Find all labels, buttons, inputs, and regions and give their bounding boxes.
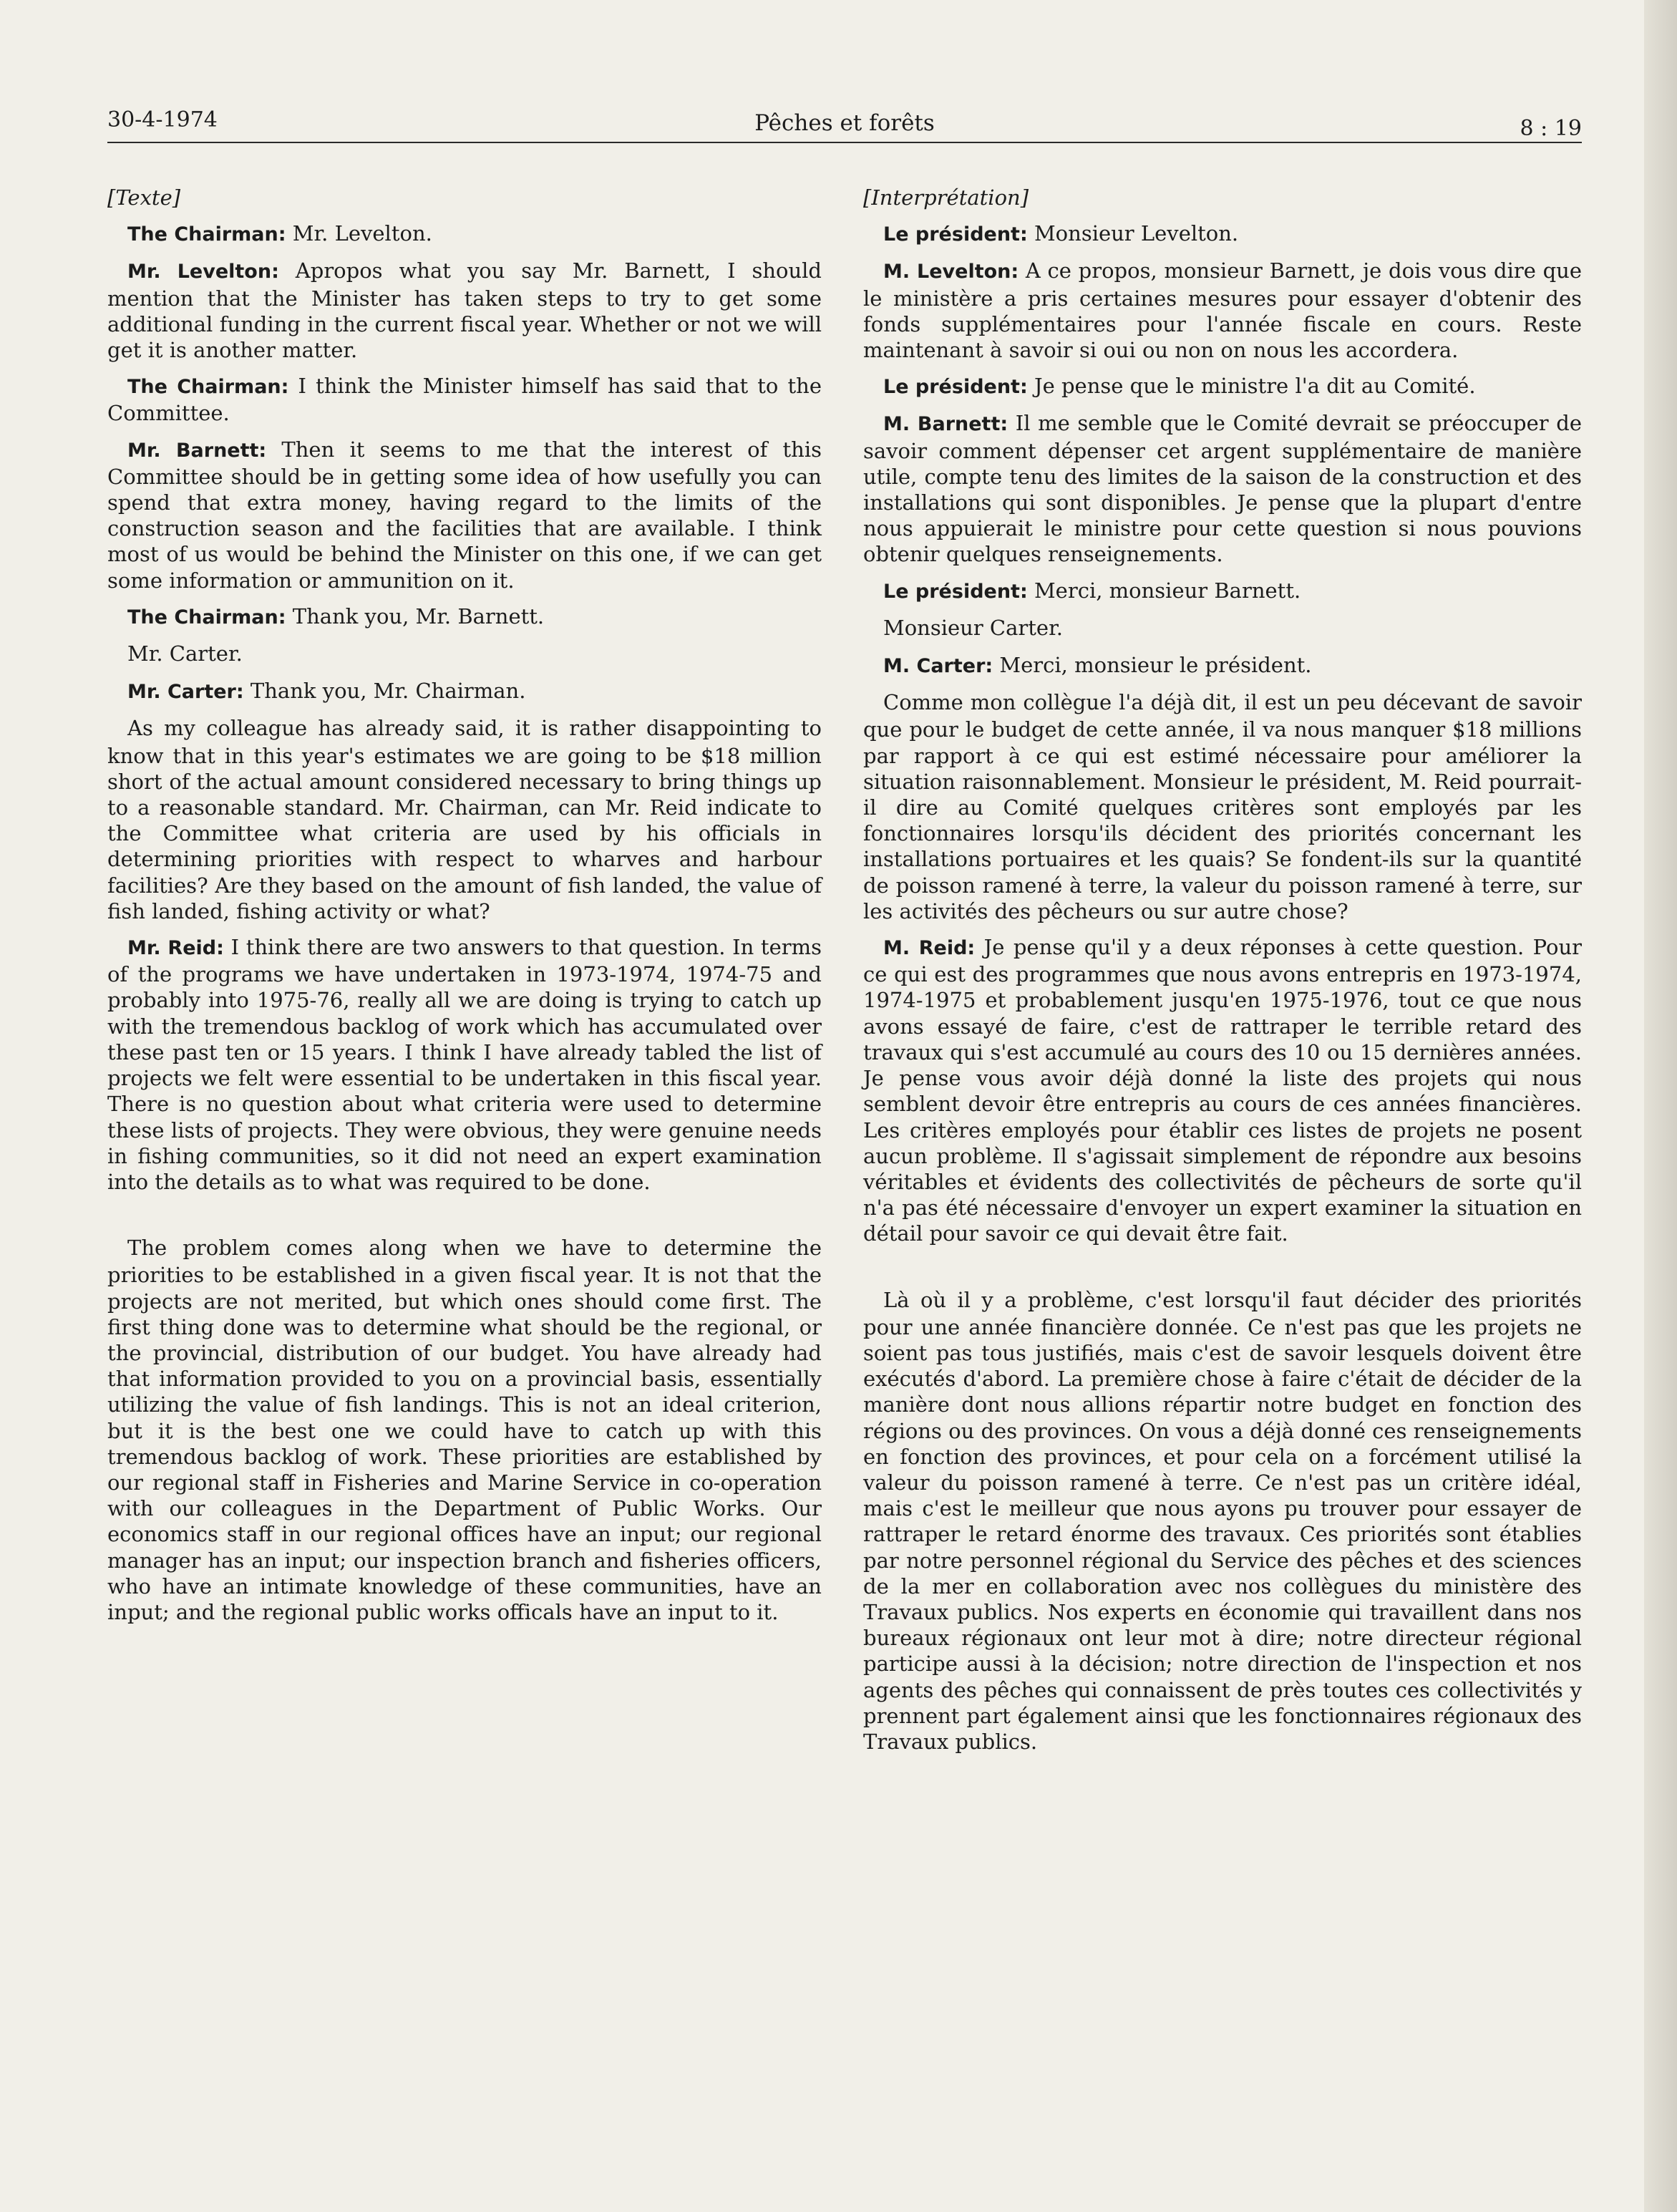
paragraph-text: Merci, monsieur le président. bbox=[993, 653, 1312, 678]
speaker-name: The Chairman: bbox=[127, 376, 289, 399]
paragraph bbox=[107, 934, 822, 1195]
speaker-name: Mr. Carter: bbox=[127, 681, 244, 704]
paragraph bbox=[863, 373, 1582, 400]
speaker-name: M. Reid: bbox=[883, 937, 976, 960]
paragraph bbox=[863, 258, 1582, 363]
paragraph bbox=[107, 715, 822, 924]
speaker-name: Mr. Barnett: bbox=[127, 439, 267, 462]
paragraph-text: Merci, monsieur Barnett. bbox=[1027, 578, 1301, 603]
speaker-name: The Chairman: bbox=[127, 606, 286, 629]
paragraph bbox=[863, 220, 1582, 248]
paragraph bbox=[107, 373, 822, 426]
paragraph-text: As my colleague has already said, it is rather disappointing to know that in this year's estimates we are going to be $18 million short of the actual amount considered necessary to bring things up to a reasonable standard. Mr. Chairman, can Mr. Reid indicate to the Committee what criteria are used by his officials in determining priorities with respect to wharves and harbour facilities? Are they based on the amount of fish landed, the value of fish landed, fishing activity or what? bbox=[107, 716, 822, 923]
paragraph-text: Je pense qu'il y a deux réponses à cette question. Pour ce qui est des programmes que nous avons entrepris en 1973-1974, 1974-1975 et probablement jusqu'en 1975-1976, tout ce que nous avons essayé de faire, c'est de rattraper le terrible retard des travaux qui s'est accumulé au cours des 10 ou 15 dernières années. Je pense vous avoir déjà donné la liste des projets qui nous semblent devoir être entrepris au cours de ces années financières. Les critères employés pour établir ces listes de projets ne posent aucun problème. Il s'agissait simplement de répondre aux besoins véritables et évidents des collectivités de pêcheurs de sorte qu'il n'a pas été nécessaire d'envoyer un expert examiner la situation en détail pour savoir ce qui devait être fait. bbox=[863, 935, 1582, 1246]
paragraph bbox=[863, 1287, 1582, 1755]
paragraph-text: Là où il y a problème, c'est lorsqu'il faut décider des priorités pour une année financière donnée. Ce n'est pas que les projets ne soient pas tous justifiés, mais c'est de savoir lesquels doivent être exécutés d'abord. La première chose à faire c'était de décider de la manière dont nous allions répartir notre budget en fonction des régions ou des provinces. On vous a déjà donné ces renseignements en fonction des provinces, et pour cela on a forcément utilisé la valeur du poisson ramené à terre. Ce n'est pas un critère idéal, mais c'est le meilleur que nous ayons pu trouver pour essayer de rattraper le retard énorme des travaux. Ces priorités sont établies par notre personnel régional du Service des pêches et des sciences de la mer en collaboration avec nos collègues du ministère des Travaux publics. Nos experts en économie qui travaillent dans nos bureaux régionaux ont leur mot à dire; notre directeur régional participe aussi à la décision; notre direction de l'inspection et nos agents des pêches qui connaissent de près toutes ces collectivités y prennent part également ainsi que les fonctionnaires régionaux des Travaux publics. bbox=[863, 1287, 1582, 1754]
header-title: Pêches et forêts bbox=[754, 110, 935, 136]
paragraph-text: Mr. Carter. bbox=[127, 641, 243, 666]
speaker-name: M. Levelton: bbox=[883, 261, 1019, 283]
speaker-name: The Chairman: bbox=[127, 223, 286, 246]
paragraph-text: Thank you, Mr. Chairman. bbox=[243, 679, 526, 704]
paragraph bbox=[107, 258, 822, 363]
paragraph-text: Je pense que le ministre l'a dit au Comité. bbox=[1027, 374, 1476, 399]
paragraph bbox=[863, 652, 1582, 679]
paragraph bbox=[107, 678, 822, 705]
speaker-name: M. Barnett: bbox=[883, 413, 1008, 436]
speaker-name: Le président: bbox=[883, 376, 1028, 399]
header-date: 30-4-1974 bbox=[107, 107, 218, 132]
paragraph bbox=[863, 410, 1582, 567]
page-header bbox=[107, 107, 1582, 145]
paragraph bbox=[863, 578, 1582, 605]
paragraph bbox=[107, 1235, 822, 1625]
paragraph bbox=[863, 615, 1582, 642]
paragraph-text: Then it seems to me that the interest of this Committee should be in getting some idea of how usefully you can spend that extra money, having regard to the limits of the construction season and the facilities that are available. I think most of us would be behind the Minister on this one, if we can get some information or ammunition on it. bbox=[107, 437, 822, 593]
paragraph-text: A ce propos, monsieur Barnett, je dois vous dire que le ministère a pris certaines mesures pour essayer d'obtenir des fonds supplémentaires pour l'année fiscale en cours. Reste maintenant à savoir si oui ou non on nous les accordera. bbox=[863, 258, 1582, 363]
speaker-name: M. Carter: bbox=[883, 655, 993, 678]
header-rule bbox=[107, 142, 1582, 143]
left-column-english bbox=[107, 185, 822, 1625]
speaker-name: Mr. Reid: bbox=[127, 937, 224, 960]
paragraph bbox=[863, 689, 1582, 924]
paragraph-text: Monsieur Levelton. bbox=[1027, 221, 1239, 246]
speaker-name: Le président: bbox=[883, 223, 1028, 246]
paragraph-text: Comme mon collègue l'a déjà dit, il est un peu décevant de savoir que pour le budget de cette année, il va nous manquer $18 millions par rapport à ce qui est estimé nécessaire pour améliorer la situation raisonnablement. Monsieur le président, M. Reid pourrait-il dire au Comité quelques critères sont employés par les fonctionnaires lorsqu'ils décident des priorités concernant les installations portuaires et les quais? Se fondent-ils sur la quantité de poisson ramené à terre, la valeur du poisson ramené à terre, sur les activités des pêcheurs ou sur autre chose? bbox=[863, 690, 1582, 923]
paragraph-text: The problem comes along when we have to determine the priorities to be established in a given fiscal year. It is not that the projects are not merited, but which ones should come first. The first thing done was to determine what should be the regional, or the provincial, distribution of our budget. You have already had that information provided to you on a provincial basis, essentially utilizing the value of fish landings. This is not an ideal criterion, but it is the best one we could have to catch up with this tremendous backlog of work. These priorities are established by our regional staff in Fisheries and Marine Service in co-operation with our colleagues in the Department of Public Works. Our economics staff in our regional offices have an input; our regional manager has an input; our inspection branch and fisheries officers, who have an intimate knowledge of these communities, have an input; and the regional public works officals have an input to it. bbox=[107, 1236, 822, 1624]
speaker-name: Le président: bbox=[883, 580, 1028, 603]
paragraph-text: Il me semble que le Comité devrait se préoccuper de savoir comment dépenser cet argent supplémentaire de manière utile, compte tenu des limites de la saison de la construction et des installations qui sont disponibles. Je pense que la plupart d'entre nous appuierait le ministre pour cette question si nous pouvions obtenir quelques renseignements. bbox=[863, 411, 1582, 567]
right-column-french bbox=[863, 185, 1582, 1755]
paragraph bbox=[107, 603, 822, 631]
paragraph-text: I think the Minister himself has said that to the Committee. bbox=[107, 374, 822, 426]
language-marker: [Interprétation] bbox=[863, 185, 1029, 210]
paragraph-text: Apropos what you say Mr. Barnett, I should mention that the Minister has taken steps to try to get some additional funding in the current fiscal year. Whether or not we will get it is another matter. bbox=[107, 258, 822, 363]
paragraph bbox=[863, 934, 1582, 1246]
speaker-name: Mr. Levelton: bbox=[127, 261, 279, 283]
paragraph-text: Thank you, Mr. Barnett. bbox=[286, 603, 545, 629]
language-marker: [Texte] bbox=[107, 185, 181, 210]
page-edge-shadow bbox=[1644, 0, 1677, 2212]
paragraph bbox=[107, 437, 822, 593]
paragraph-text: Monsieur Carter. bbox=[883, 615, 1063, 640]
paragraph-text: Mr. Levelton. bbox=[286, 221, 432, 246]
paragraph bbox=[107, 220, 822, 248]
header-page-number: 8 : 19 bbox=[1520, 116, 1582, 141]
paragraph bbox=[107, 641, 822, 668]
paragraph-text: I think there are two answers to that question. In terms of the programs we have undertaken in 1973-1974, 1974-75 and probably into 1975-76, really all we are doing is trying to catch up with the tremendous backlog of work which has accumulated over these past ten or 15 years. I think I have already tabled the list of projects we felt were essential to be undertaken in this fiscal year. There is no question about what criteria were used to determine these lists of projects. They were obvious, they were genuine needs in fishing communities, so it did not need an expert examination into the details as to what was required to be done. bbox=[107, 935, 822, 1194]
